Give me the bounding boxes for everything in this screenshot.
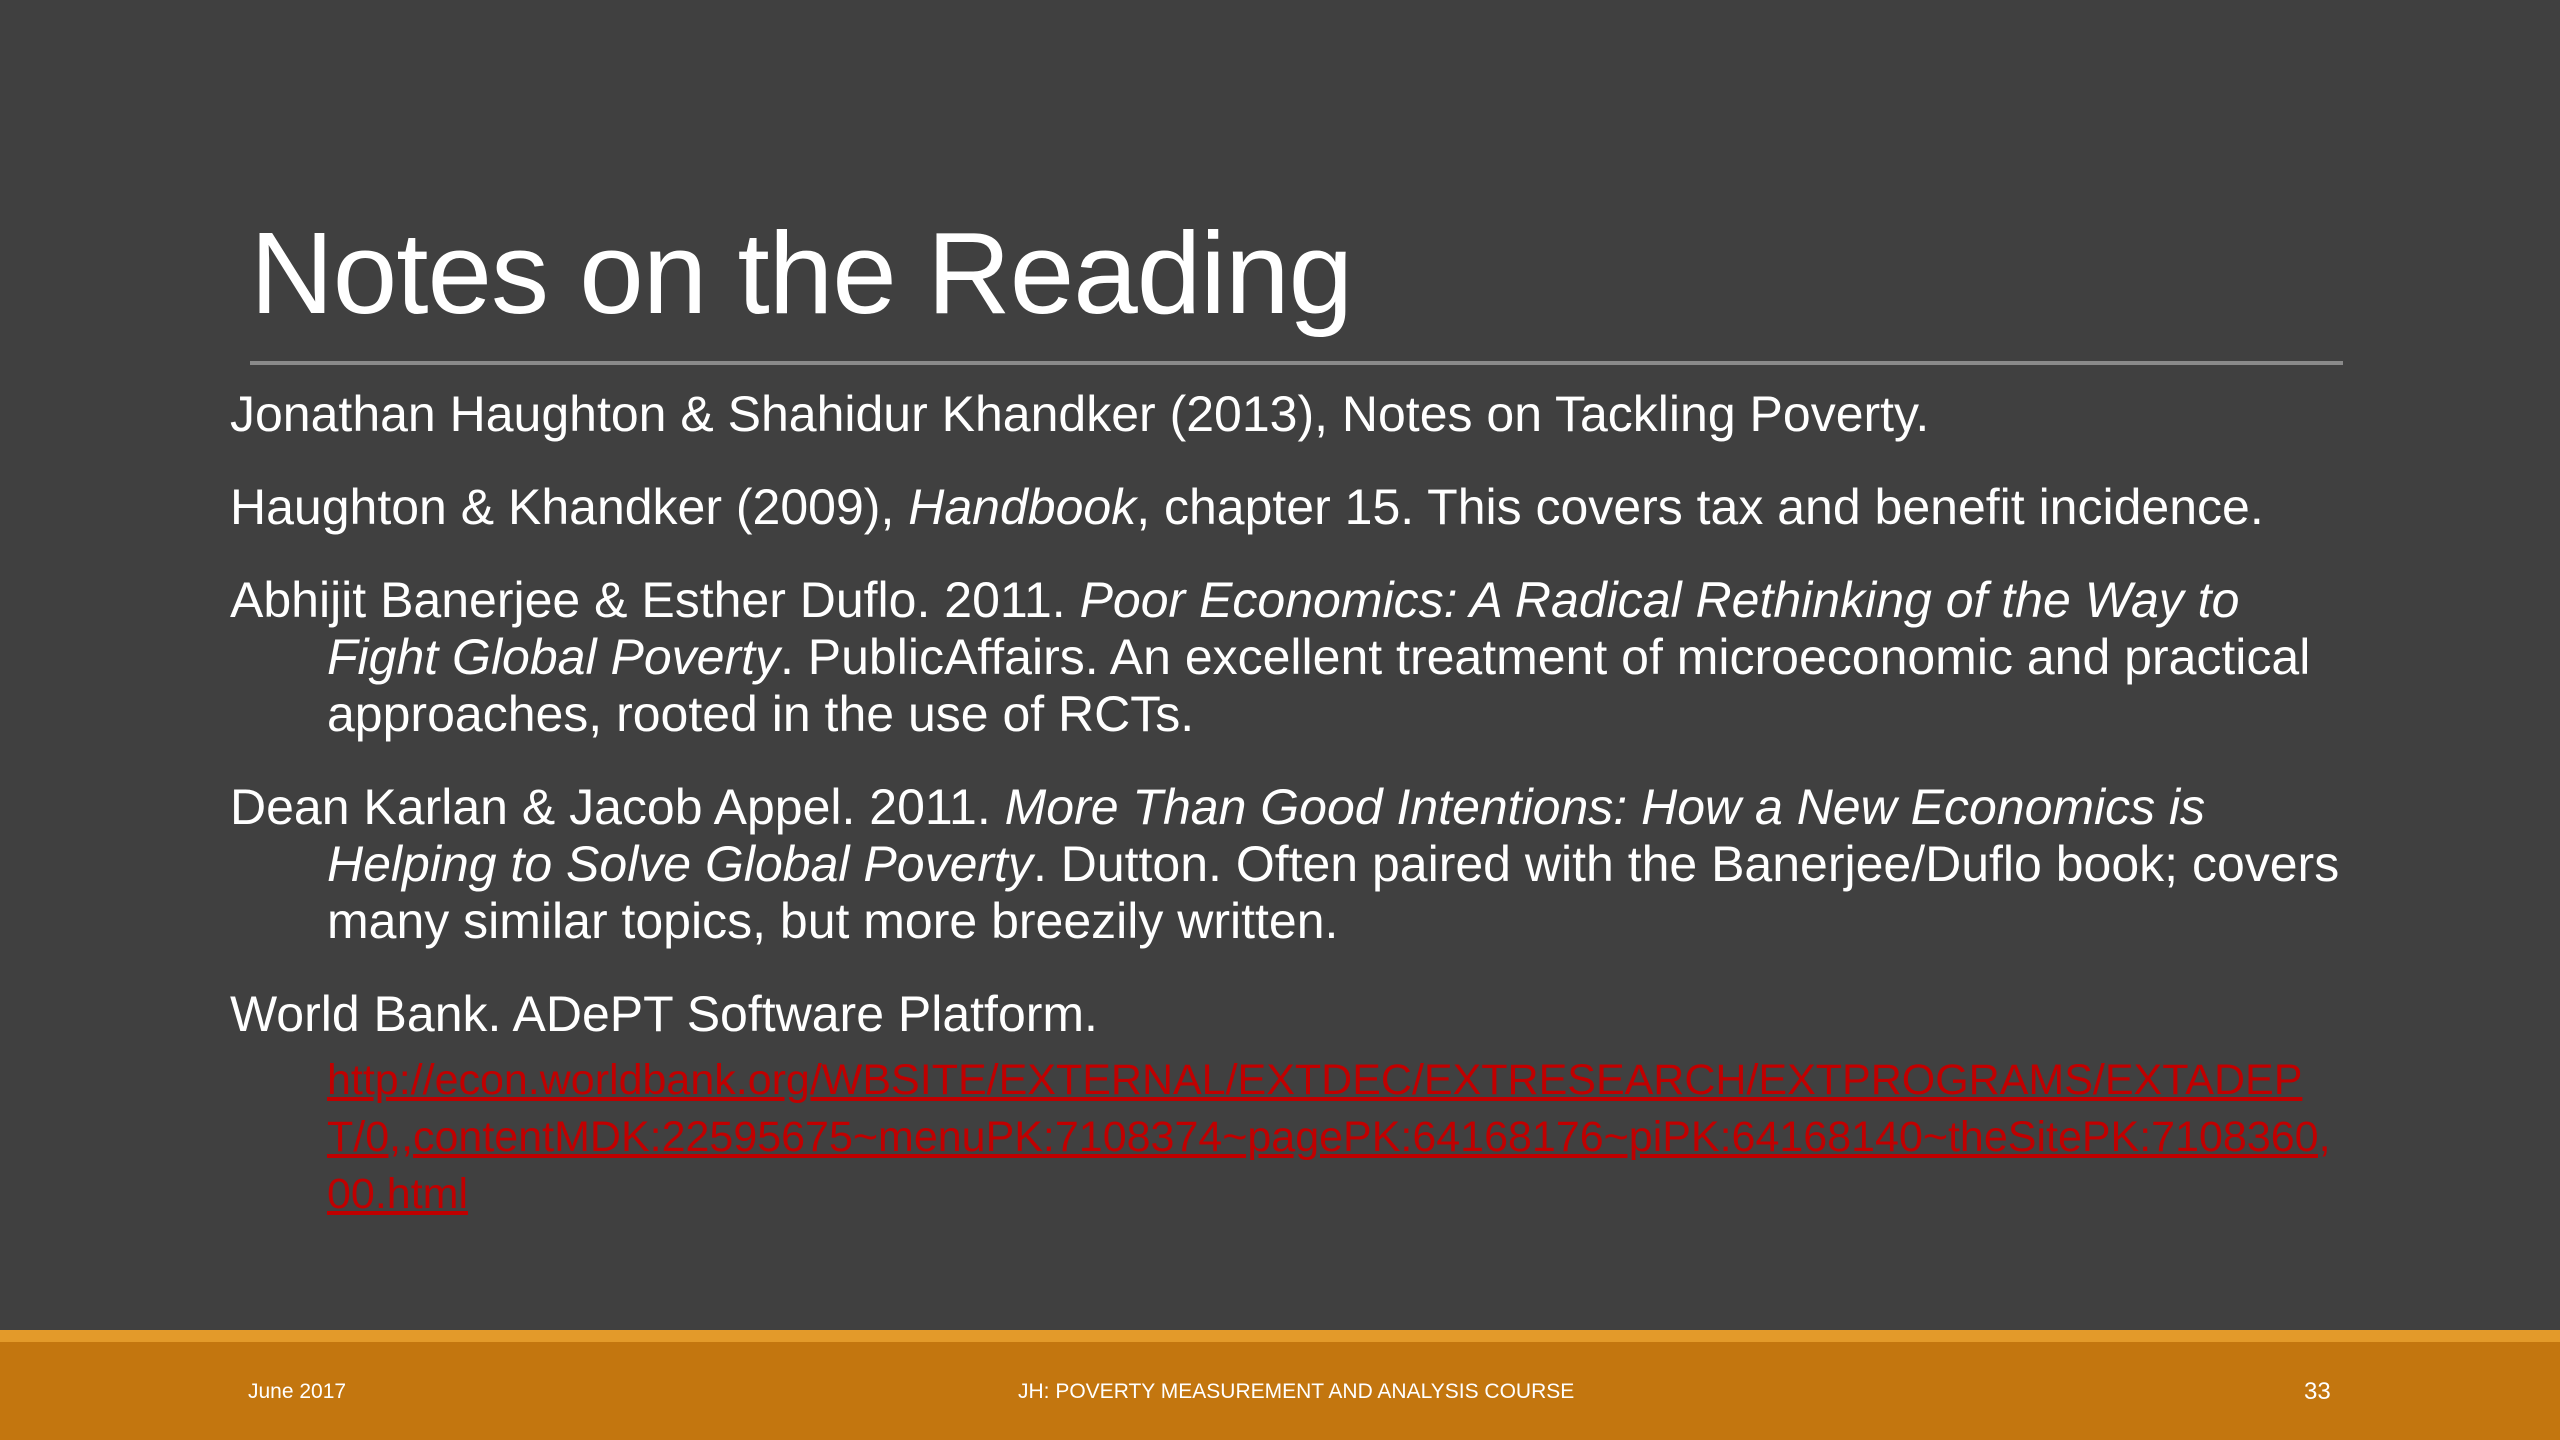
reading-entry-5 <box>230 986 2340 1220</box>
footer-accent-line <box>0 1330 2560 1342</box>
entry-text: , chapter 15. This covers tax and benefit incidence. <box>1136 479 2264 535</box>
entry-book-title: Poor Economics: A Radical Rethinking of the Way to Fight Global Poverty <box>327 572 2240 685</box>
entry-book-title: Handbook <box>908 479 1137 535</box>
entry-book-title: More Than Good Intentions: How a New Economics is Helping to Solve Global Poverty <box>327 779 2206 892</box>
reading-list <box>230 386 2340 1220</box>
entry-text: World Bank. ADePT Software Platform. <box>230 986 1098 1042</box>
entry-text: Abhijit Banerjee & Esther Duflo. 2011. <box>230 572 1080 628</box>
reading-entry-3 <box>230 572 2340 743</box>
entry-text: Haughton & Khandker (2009), <box>230 479 909 535</box>
footer-course-title: JH: POVERTY MEASUREMENT AND ANALYSIS COURSE <box>1018 1380 1575 1403</box>
adept-link[interactable]: http://econ.worldbank.org/WBSITE/EXTERNAL/EXTDEC/EXTRESEARCH/EXTPROGRAMS/EXTADEPT/0,,contentMDK:22595675~menuPK:7108374~pagePK:64168176~piPK:64168140~theSitePK:7108360,00.html <box>327 1056 2331 1218</box>
title-divider <box>250 361 2343 365</box>
entry-text: . Dutton. Often paired with the Banerjee/Duflo book; covers many similar topics, but more breezily written. <box>327 836 2340 949</box>
reading-entry-4 <box>230 779 2340 950</box>
slide-title: Notes on the Reading <box>250 208 1353 338</box>
entry-text: Jonathan Haughton & Shahidur Khandker (2013), Notes on Tackling Poverty. <box>230 386 1930 442</box>
footer-date: June 2017 <box>248 1380 347 1403</box>
entry-text: Dean Karlan & Jacob Appel. 2011. <box>230 779 1005 835</box>
entry-text: . PublicAffairs. An excellent treatment of microeconomic and practical approaches, rooted in the use of RCTs. <box>327 629 2311 742</box>
reading-entry-2 <box>230 479 2340 536</box>
reading-entry-1 <box>230 386 2340 443</box>
slide-number: 33 <box>2304 1378 2331 1405</box>
